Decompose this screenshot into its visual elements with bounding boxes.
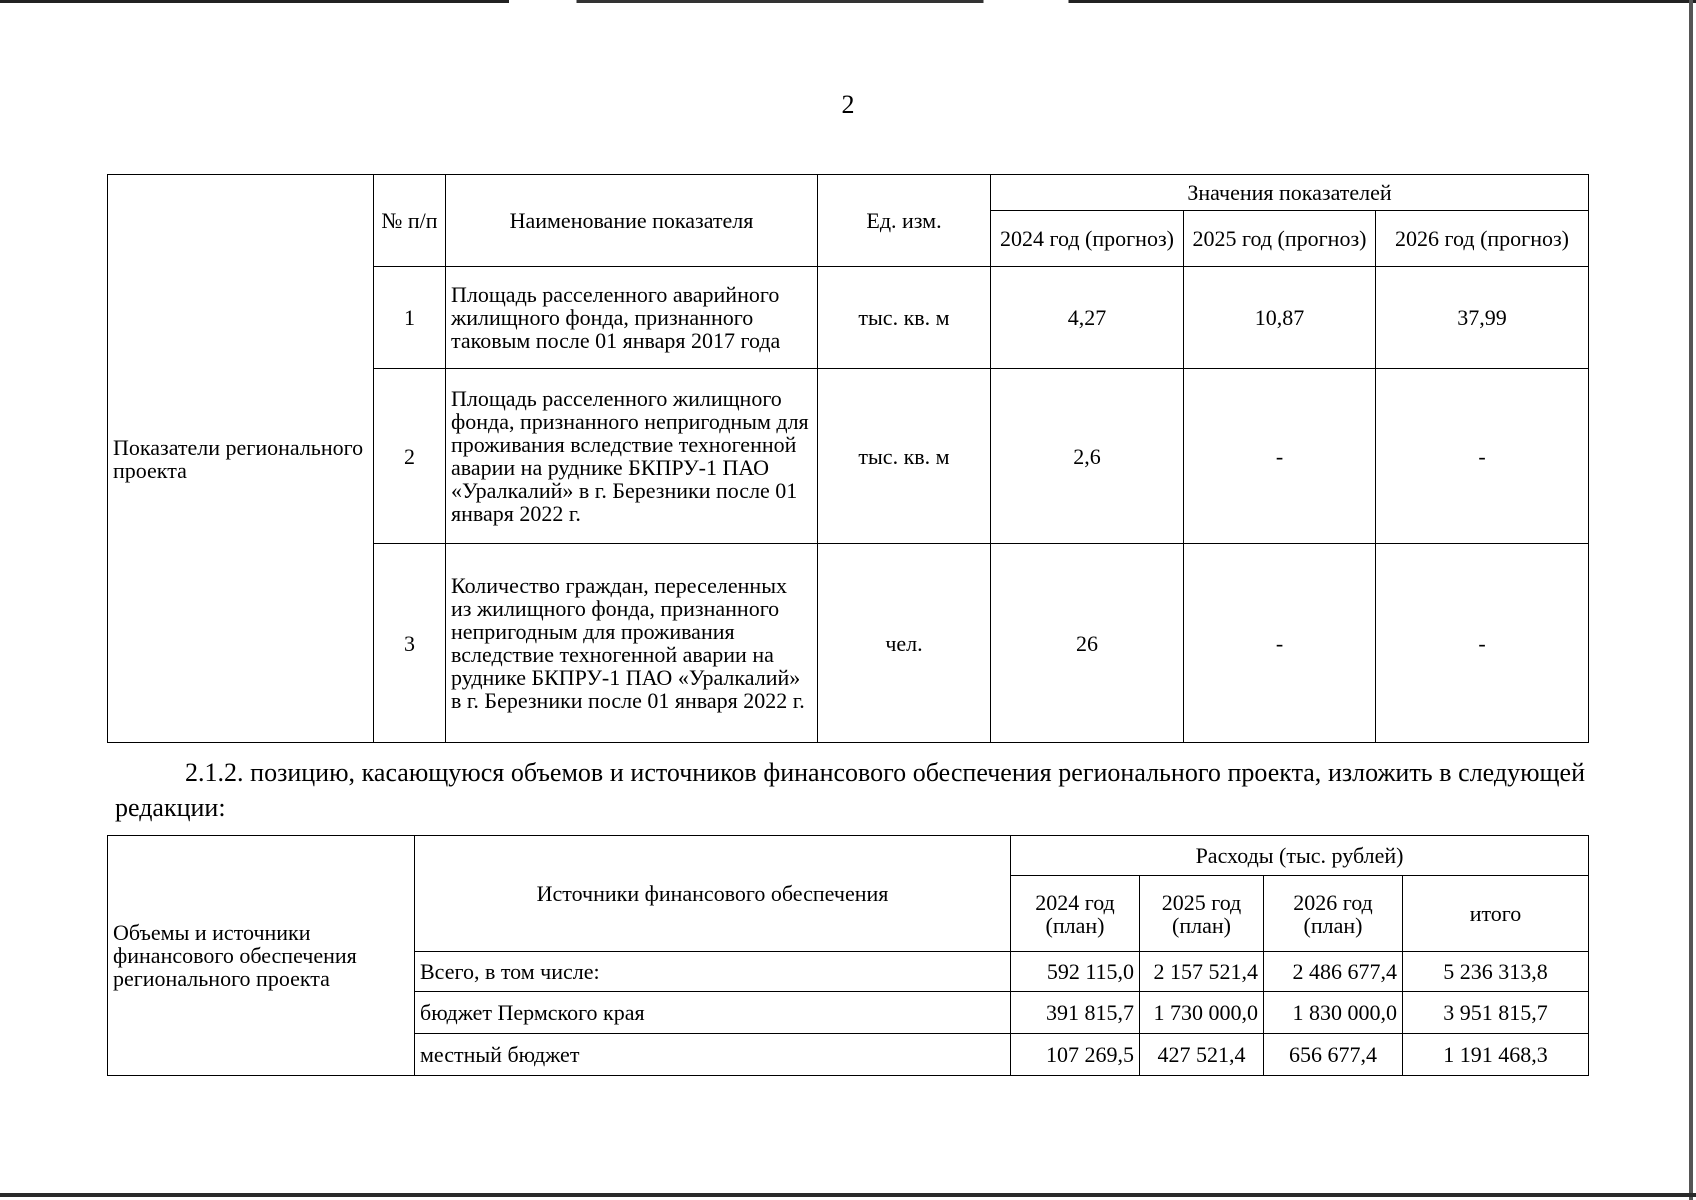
row-indicator-name: Площадь расселенного жилищного фонда, признанного непригодным для проживания вследствие техногенной аварии на руднике БКПРУ-1 ПАО «Уралкалий» в г. Березники после 01 января 2022 г. — [446, 369, 818, 544]
finance-table — [107, 835, 1589, 1076]
indicators-table — [107, 174, 1589, 743]
row-value-2024: 4,27 — [991, 267, 1184, 369]
header-plan-2026: 2026 год (план) — [1264, 876, 1403, 952]
row-value-2026: - — [1376, 369, 1589, 544]
row-plan-2026: 2 486 677,4 — [1264, 952, 1403, 992]
header-year-2026: 2026 год (прогноз) — [1376, 211, 1589, 267]
indicators-row-label: Показатели регионального проекта — [108, 175, 374, 743]
header-values-group: Значения показателей — [991, 175, 1589, 211]
row-unit: тыс. кв. м — [818, 369, 991, 544]
scan-edge-top — [0, 0, 1696, 3]
row-plan-2025: 427 521,4 — [1140, 1034, 1264, 1076]
row-source: бюджет Пермского края — [415, 992, 1011, 1034]
row-plan-2024: 107 269,5 — [1011, 1034, 1140, 1076]
row-plan-2026: 1 830 000,0 — [1264, 992, 1403, 1034]
row-value-2024: 2,6 — [991, 369, 1184, 544]
header-sources: Источники финансового обеспечения — [415, 836, 1011, 952]
row-indicator-name: Площадь расселенного аварийного жилищного фонда, признанного таковым после 01 января 2017 года — [446, 267, 818, 369]
row-value-2024: 26 — [991, 544, 1184, 743]
header-plan-2024: 2024 год (план) — [1011, 876, 1140, 952]
row-plan-2024: 592 115,0 — [1011, 952, 1140, 992]
row-value-2025: - — [1184, 544, 1376, 743]
row-plan-2026: 656 677,4 — [1264, 1034, 1403, 1076]
scan-edge-bottom — [0, 1193, 1696, 1197]
row-source: местный бюджет — [415, 1034, 1011, 1076]
header-num: № п/п — [374, 175, 446, 267]
row-unit: чел. — [818, 544, 991, 743]
row-unit: тыс. кв. м — [818, 267, 991, 369]
row-plan-2025: 1 730 000,0 — [1140, 992, 1264, 1034]
finance-row-label: Объемы и источники финансового обеспечения регионального проекта — [108, 836, 415, 1076]
row-total: 5 236 313,8 — [1403, 952, 1589, 992]
row-value-2026: 37,99 — [1376, 267, 1589, 369]
header-year-2025: 2025 год (прогноз) — [1184, 211, 1376, 267]
row-plan-2025: 2 157 521,4 — [1140, 952, 1264, 992]
page-number: 2 — [841, 90, 855, 119]
row-value-2026: - — [1376, 544, 1589, 743]
header-indicator-name: Наименование показателя — [446, 175, 818, 267]
scan-edge-right — [1689, 0, 1693, 1200]
row-num: 1 — [374, 267, 446, 369]
header-total: итого — [1403, 876, 1589, 952]
header-plan-2025: 2025 год (план) — [1140, 876, 1264, 952]
header-year-2024: 2024 год (прогноз) — [991, 211, 1184, 267]
row-plan-2024: 391 815,7 — [1011, 992, 1140, 1034]
row-total: 3 951 815,7 — [1403, 992, 1589, 1034]
body-paragraph: 2.1.2. позицию, касающуюся объемов и источников финансового обеспечения регионального проекта, изложить в следующей редакции: — [115, 758, 1585, 822]
row-source: Всего, в том числе: — [415, 952, 1011, 992]
row-value-2025: - — [1184, 369, 1376, 544]
row-indicator-name: Количество граждан, переселенных из жилищного фонда, признанного непригодным для проживания вследствие техногенной аварии на руднике БКПРУ-1 ПАО «Уралкалий» в г. Березники после 01 января 2022 г. — [446, 544, 818, 743]
row-value-2025: 10,87 — [1184, 267, 1376, 369]
row-total: 1 191 468,3 — [1403, 1034, 1589, 1076]
row-num: 3 — [374, 544, 446, 743]
row-num: 2 — [374, 369, 446, 544]
header-expenses-group: Расходы (тыс. рублей) — [1011, 836, 1589, 876]
header-unit: Ед. изм. — [818, 175, 991, 267]
